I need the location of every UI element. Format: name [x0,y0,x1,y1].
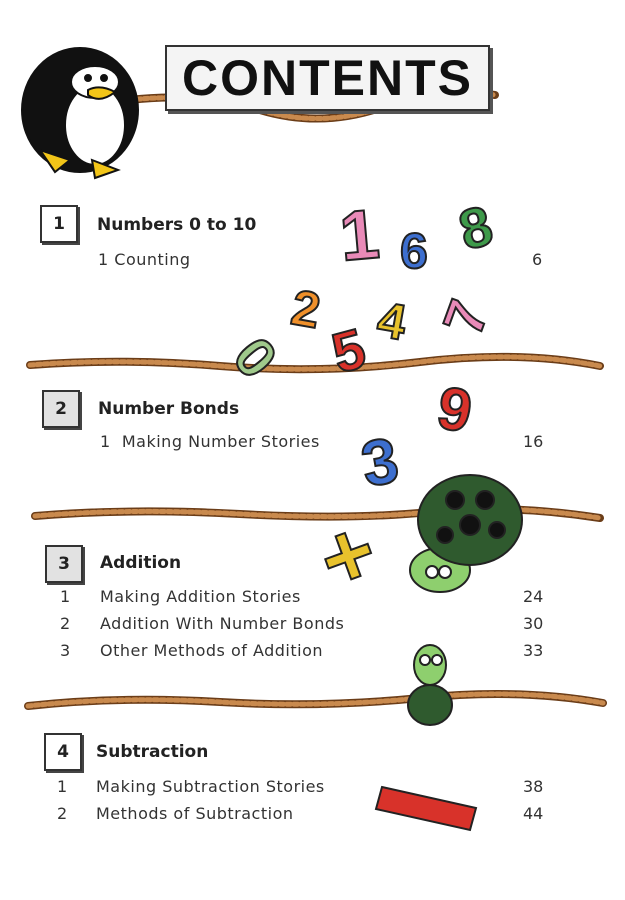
section-title: Subtraction [96,742,209,762]
digit-eight-icon: 8 [452,193,499,262]
digit-two-icon: 2 [287,279,325,339]
turtle-icon [410,475,522,592]
item-number: 3 [60,641,71,660]
digit-one-icon: 1 [336,194,383,276]
item-number: 1 [98,250,109,269]
section-title: Addition [100,553,182,573]
digit-zero-icon: 0 [221,325,290,390]
section-title: Numbers 0 to 10 [97,215,257,235]
page-number: 33 [523,641,544,660]
toc-item[interactable]: Making Addition Stories [100,587,301,606]
item-number: 2 [60,614,71,633]
section-number-box: 4 [44,733,82,771]
page-number: 44 [523,804,544,823]
section-title: Number Bonds [98,399,240,419]
toc-item[interactable] [98,250,191,269]
page-title: CONTENTS [165,45,490,111]
digit-three-icon: 3 [356,423,404,501]
item-number: 2 [57,804,68,823]
section-number-box: 1 [40,205,78,243]
page-number: 24 [523,587,544,606]
item-number: 1 [60,587,71,606]
page-number: 30 [523,614,544,633]
minus-sign-icon [376,787,476,830]
penguin-icon [22,48,138,178]
toc-item[interactable] [100,432,320,451]
digit-four-icon: 4 [373,291,411,351]
digit-nine-icon: 9 [432,373,477,446]
toc-item[interactable]: Other Methods of Addition [100,641,324,660]
item-number: 1 [57,777,68,796]
plus-sign-icon: + [306,500,390,613]
page-number: 6 [532,250,543,269]
section-number-box: 2 [42,390,80,428]
section-number-box: 3 [45,545,83,583]
toc-item[interactable]: Making Subtraction Stories [96,777,325,796]
digit-six-icon: 6 [400,223,428,279]
small-turtle-icon [408,645,452,725]
digit-seven-icon: 7 [430,292,501,343]
toc-item[interactable]: Addition With Number Bonds [100,614,345,633]
digit-five-icon: 5 [325,316,372,385]
page-number: 38 [523,777,544,796]
item-label: Counting [114,250,191,269]
item-number: 1 [100,432,111,451]
item-label: Making Number Stories [121,432,320,451]
toc-item[interactable]: Methods of Subtraction [96,804,294,823]
page-number: 16 [523,432,544,451]
